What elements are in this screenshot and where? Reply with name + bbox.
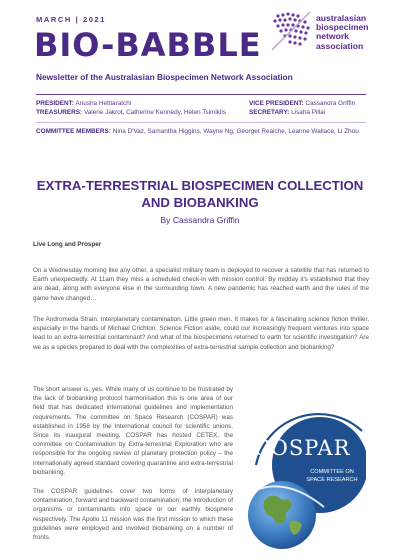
- article-title: EXTRA-TERRESTRIAL BIOSPECIMEN COLLECTION AND BIOBANKING: [36, 178, 364, 210]
- abna-logo: [270, 8, 388, 66]
- secretary-label: SECRETARY:: [249, 109, 290, 116]
- paragraph: The COSPAR guidelines cover two forms of interplanetary contamination, forward and backward contamination; the introduction of organisms or contaminants into space or our earthly biosphere respectively. The Apollo 11 mission was the first mission to which these guidelines were employed and involved biobanking on a number of fronts.: [33, 488, 233, 542]
- president-name: Anusha Hettiaratchi: [75, 100, 132, 107]
- newsletter-subtitle: Newsletter of the Australasian Biospecimen Network Association: [36, 72, 293, 82]
- logo-line: network: [316, 31, 349, 42]
- logo-line: australasian: [316, 13, 367, 23]
- vice-president-row: [249, 99, 355, 108]
- vice-president-name: Cassandra Griffin: [305, 100, 356, 107]
- secretary-name: Lisaha Pillai: [291, 109, 326, 116]
- members-names: Nina D'Vaz, Samantha Higgins, Wayne Ng, Georget Reaiche, Leanne Wallace, Li Zhou: [112, 128, 359, 135]
- committee-divider: [36, 122, 366, 123]
- secretary-row: [249, 108, 325, 117]
- vice-president-label: VICE PRESIDENT:: [249, 100, 304, 107]
- article-byline: By Cassandra Griffin: [160, 215, 240, 225]
- newsletter-header: [0, 0, 400, 92]
- treasurers-row: [36, 108, 226, 117]
- paragraph: The Andromeda Strain. Interplanetary contamination. Little green men. It makes for a fascinating science fiction thriller, especially in the hands of Michael Crichton. Science Fiction aside, could our increasingly frequent ventures into space lead to an extra-terrestrial contaminant? And what of the biospecimens returned to earth for scientific investigation? Are we as a species prepared to deal with the complexities of extra-terrestrial sample collection and biobanking?: [33, 316, 369, 351]
- cospar-logo: [238, 403, 366, 553]
- logo-line: association: [316, 40, 364, 51]
- article-lead: Live Long and Prosper: [33, 241, 102, 248]
- issue-date: MARCH | 2021: [36, 15, 107, 24]
- president-row: [36, 99, 131, 108]
- treasurers-label: TREASURERS:: [36, 109, 83, 116]
- logo-line: biospecimen: [316, 22, 369, 33]
- cospar-caption-2: SPACE RESEARCH: [306, 477, 358, 483]
- newsletter-title: BIO-BABBLE: [34, 26, 262, 64]
- committee-members: [36, 126, 366, 137]
- dot-globe-icon: [270, 10, 312, 54]
- logo-wordmark: [316, 14, 369, 51]
- header-divider: [36, 94, 366, 95]
- cospar-wordmark: COSPAR: [253, 436, 351, 460]
- paragraph: The short answer is, yes. While many of us continue to be frustrated by the lack of biobanking protocol harmonisation this is one area of our field that has dedicated international guidelines and implementation requirements. The committee on Space Research (COSPAR) was established in 1958 by the International council for scientific unions. Since its inaugural meeting, COSPAR has hosted CETEX, the committee on Contamination by Extra-terrestrial Exploration who are responsible for the ongoing review of planetary protection policy – the internationally agreed standard covering quarantine and extra-terrestrial biobanking.: [33, 386, 233, 476]
- cospar-caption-1: COMMITTEE ON: [310, 469, 354, 475]
- paragraph: On a Wednesday morning like any other, a specialist military team is deployed to recover a satellite that has returned to Earth unexpectedly. At 11am they miss a scheduled check-in with mission control. By midday it's established that they are dead, along with everyone else in the surrounding town. A new pandemic has reached earth and the rules of the game have changed…: [33, 267, 369, 302]
- members-label: COMMITTEE MEMBERS:: [36, 128, 111, 135]
- president-label: PRESIDENT:: [36, 100, 74, 107]
- treasurers-names: Valerie Jakrot, Catherine Kennedy, Helen Tsimiklis: [83, 109, 227, 116]
